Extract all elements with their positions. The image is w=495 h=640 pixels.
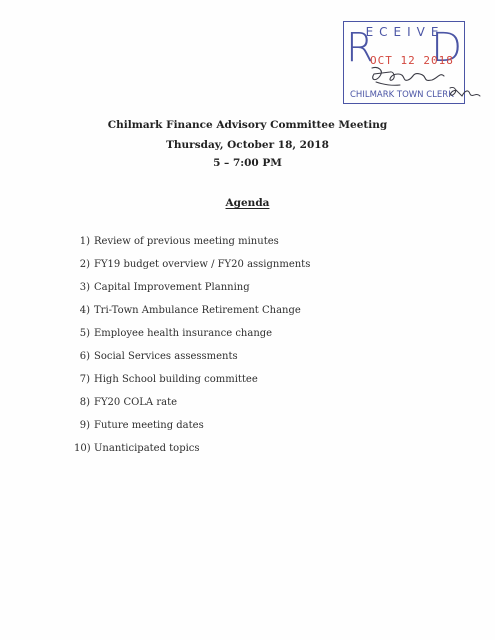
meeting-title: Chilmark Finance Advisory Committee Meeting [107, 119, 388, 131]
stamp-received-word: ECEIVE [365, 25, 445, 39]
agenda-item-number: 6) [79, 351, 90, 362]
agenda-item-7 [74, 374, 310, 397]
agenda-item-text: Employee health insurance change [94, 328, 273, 339]
agenda-item-number: 2) [79, 259, 90, 270]
agenda-item-text: FY19 budget overview / FY20 assignments [94, 259, 311, 270]
agenda-item-number: 5) [79, 328, 90, 339]
agenda-item-2 [74, 259, 310, 282]
stamp-letter-d: D [431, 25, 462, 71]
agenda-item-number: 8) [79, 397, 90, 408]
stamp-letter-r: R [346, 25, 374, 71]
agenda-item-10 [74, 443, 310, 466]
agenda-item-text: High School building committee [94, 374, 258, 385]
agenda-heading-text: Agenda [225, 197, 270, 209]
agenda-item-text: Capital Improvement Planning [94, 282, 250, 293]
agenda-item-number: 1) [79, 236, 90, 247]
agenda-item-4 [74, 305, 310, 328]
agenda-item-number: 3) [79, 282, 90, 293]
agenda-item-5 [74, 328, 310, 351]
agenda-item-text: Social Services assessments [94, 351, 238, 362]
agenda-item-1 [74, 236, 310, 259]
agenda-item-text: FY20 COLA rate [94, 397, 178, 408]
stamp-date: OCT 12 2018 [370, 54, 454, 67]
meeting-time: 5 – 7:00 PM [213, 157, 282, 169]
agenda-item-number: 9) [79, 420, 90, 431]
handwritten-signature [350, 60, 485, 105]
agenda-item-text: Future meeting dates [94, 420, 204, 431]
agenda-item-6 [74, 351, 310, 374]
agenda-heading [0, 197, 495, 209]
agenda-item-9 [74, 420, 310, 443]
agenda-item-text: Unanticipated topics [94, 443, 200, 454]
agenda-item-8 [74, 397, 310, 420]
agenda-item-text: Tri-Town Ambulance Retirement Change [94, 305, 301, 316]
meeting-date: Thursday, October 18, 2018 [166, 139, 329, 151]
agenda-item-3 [74, 282, 310, 305]
agenda-item-text: Review of previous meeting minutes [94, 236, 279, 247]
agenda-item-number: 10) [74, 443, 91, 454]
agenda-item-number: 7) [79, 374, 90, 385]
stamp-footer: CHILMARK TOWN CLERK [350, 90, 454, 100]
agenda-list [74, 236, 310, 466]
agenda-item-number: 4) [79, 305, 90, 316]
